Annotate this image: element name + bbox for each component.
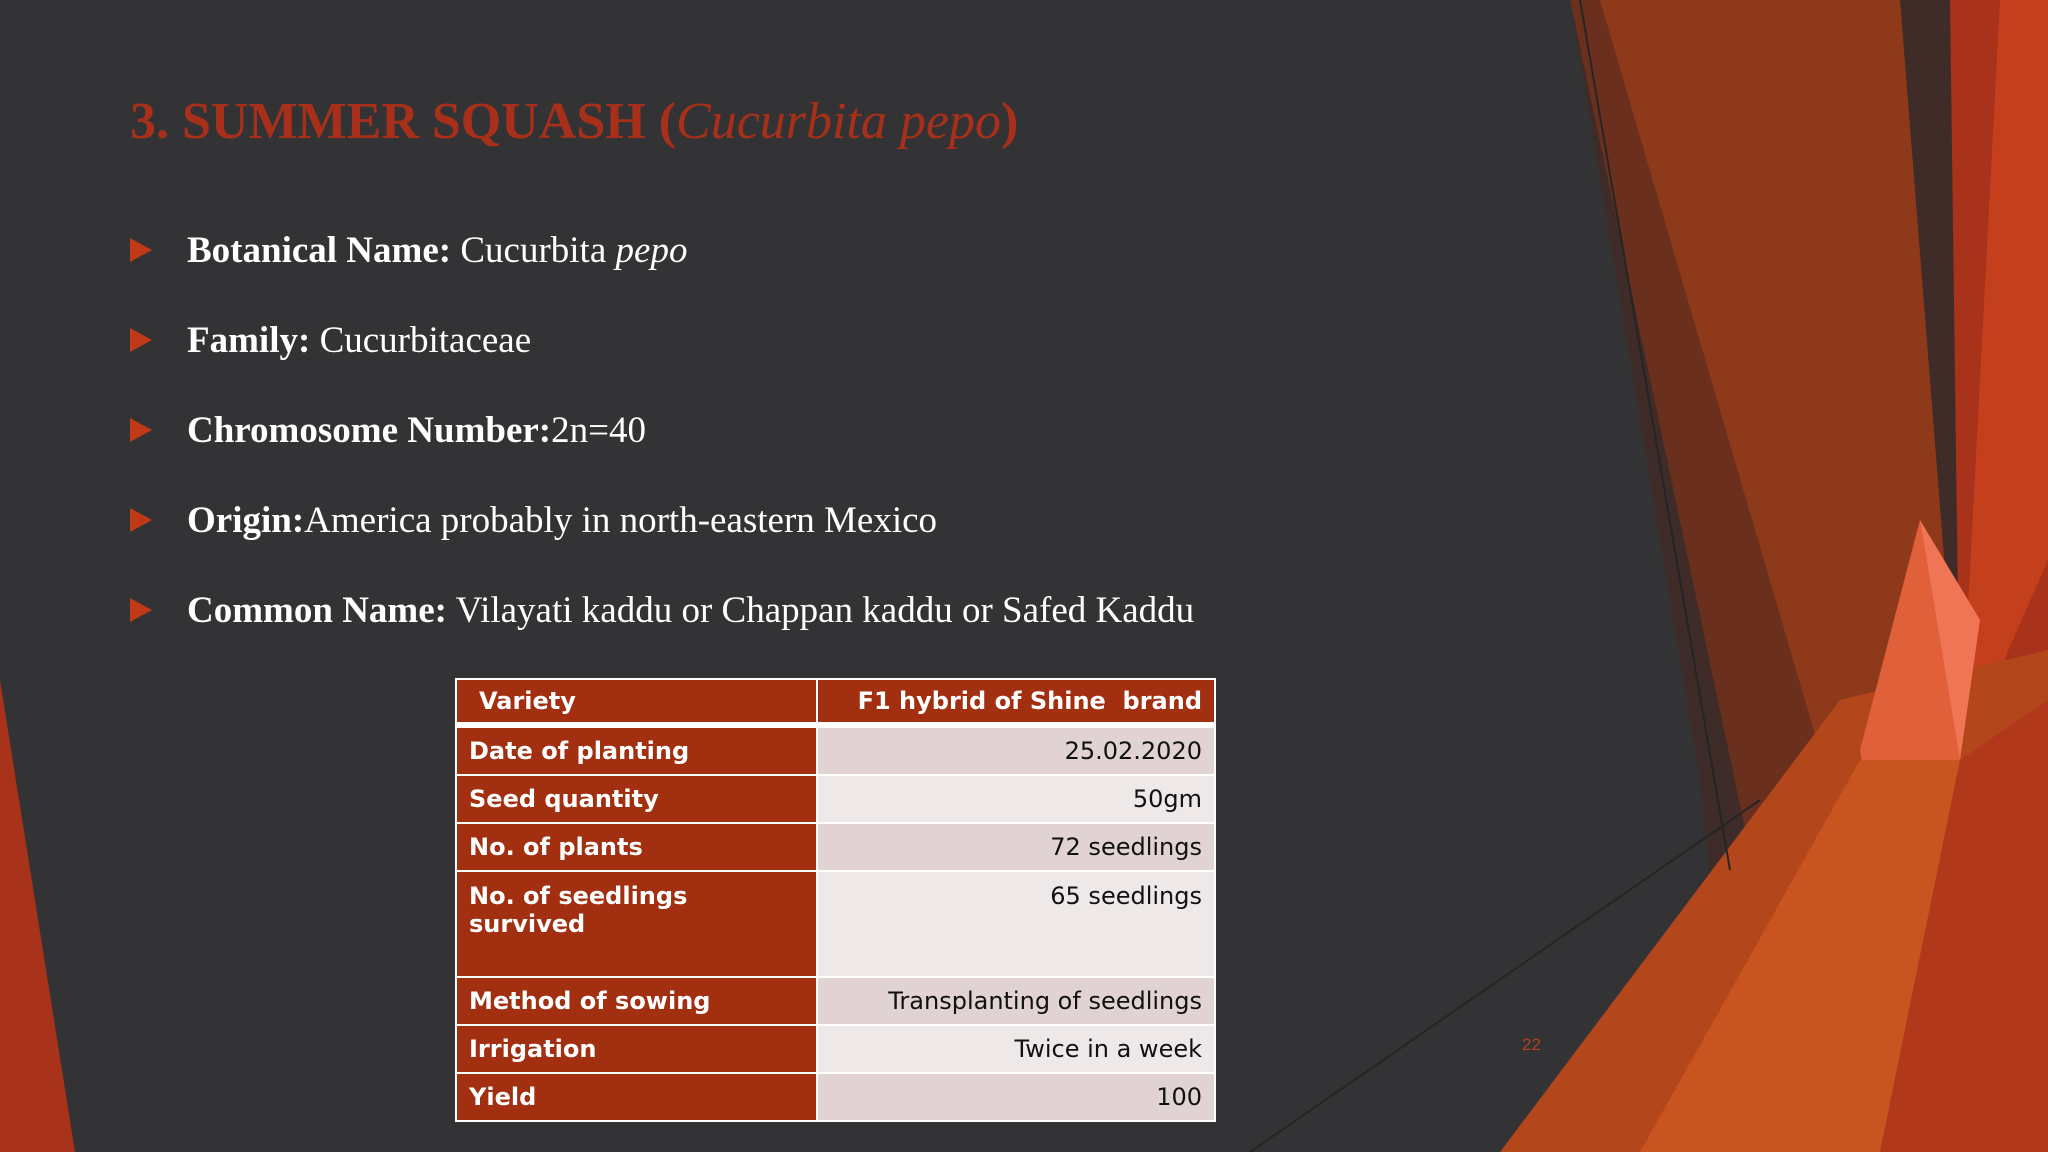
bullet-label: Family: — [187, 319, 311, 361]
bullet-arrow-icon — [130, 238, 152, 262]
table-cell-label: Yield — [456, 1073, 817, 1121]
bullet-arrow-icon — [130, 418, 152, 442]
table-row — [456, 1025, 1215, 1073]
table-cell-value: 72 seedlings — [817, 823, 1215, 871]
table-header-row — [456, 679, 1215, 725]
table-row — [456, 725, 1215, 775]
bullet-italic-text: pepo — [615, 229, 688, 271]
bullet-botanical-name — [130, 205, 1194, 295]
bullet-label: Chromosome Number: — [187, 409, 552, 451]
table-row — [456, 823, 1215, 871]
table-row — [456, 1073, 1215, 1121]
table-cell-label: Date of planting — [456, 725, 817, 775]
table-cell-label: Seed quantity — [456, 775, 817, 823]
table-cell-label: Irrigation — [456, 1025, 817, 1073]
bullet-text: Vilayati kaddu or Chappan kaddu or Safed Kaddu — [446, 589, 1195, 631]
table-cell-value: 25.02.2020 — [817, 725, 1215, 775]
table-row — [456, 871, 1215, 977]
table-cell-value: Transplanting of seedlings — [817, 977, 1215, 1025]
title-suffix: ) — [1001, 93, 1019, 150]
bullet-chromosome-number — [130, 385, 1194, 475]
page-number: 22 — [1522, 1035, 1541, 1054]
table-header-value: F1 hybrid of Shine brand — [817, 679, 1215, 725]
title-scientific-name: Cucurbita pepo — [676, 93, 1002, 150]
table-row — [456, 775, 1215, 823]
cultivation-table — [455, 678, 1216, 1122]
bullet-family — [130, 295, 1194, 385]
table-cell-label: No. of plants — [456, 823, 817, 871]
table-cell-label: No. of seedlings survived — [456, 871, 817, 977]
bullet-list — [130, 205, 1194, 655]
bullet-text: Cucurbitaceae — [310, 319, 532, 361]
bullet-label: Origin: — [187, 499, 305, 541]
bullet-label: Botanical Name: — [187, 229, 452, 271]
table-header-label: Variety — [456, 679, 817, 725]
bullet-arrow-icon — [130, 508, 152, 532]
table-cell-value: 65 seedlings — [817, 871, 1215, 977]
bullet-text: America probably in north-eastern Mexico — [304, 499, 938, 541]
bullet-arrow-icon — [130, 598, 152, 622]
bullet-origin — [130, 475, 1194, 565]
bullet-label: Common Name: — [187, 589, 447, 631]
table-row — [456, 977, 1215, 1025]
slide-title — [130, 92, 1018, 151]
table-cell-value: 50gm — [817, 775, 1215, 823]
title-prefix: 3. SUMMER SQUASH ( — [130, 93, 677, 150]
bullet-common-name — [130, 565, 1194, 655]
table-cell-value: Twice in a week — [817, 1025, 1215, 1073]
bullet-text: Cucurbita — [451, 229, 616, 271]
bullet-text: 2n=40 — [551, 409, 647, 451]
table-cell-label: Method of sowing — [456, 977, 817, 1025]
deco-shape-left-wedge — [0, 680, 75, 1152]
table-cell-value: 100 — [817, 1073, 1215, 1121]
bullet-arrow-icon — [130, 328, 152, 352]
